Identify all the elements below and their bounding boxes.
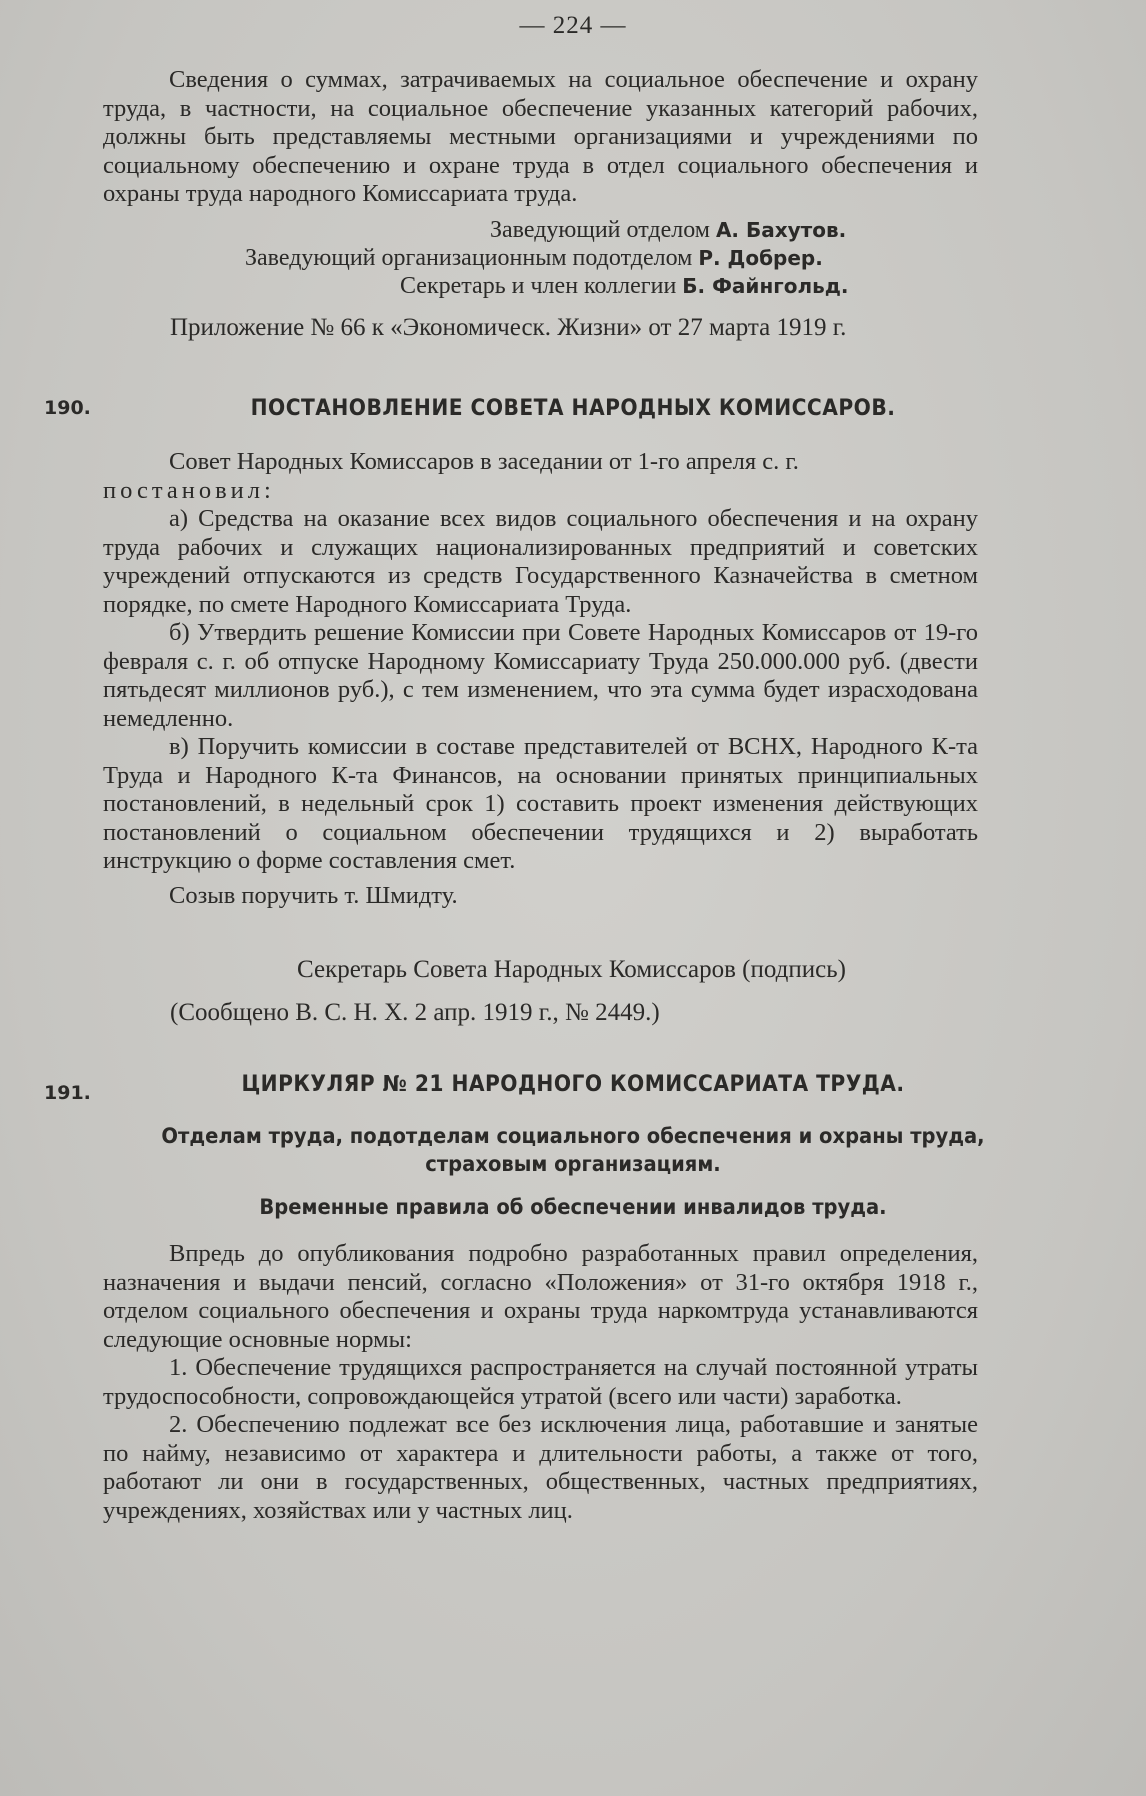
section-191-addressees: Отделам труда, подотделам социального обеспечения и охраны труда, страховым организациям. [161, 1124, 985, 1176]
section-number-191: 191. [44, 1082, 91, 1104]
section-190-item-b: б) Утвердить решение Комиссии при Совете Народных Комиссаров от 19-го февраля с. г. об отпуске Народному Комиссариату Труда 250.000.000 руб. (двести пятьдесят миллионов руб.), с тем изменением, что эта сумма будет израсходована немедленно. [103, 619, 978, 732]
section-190-source: (Сообщено В. С. Н. Х. 2 апр. 1919 г., № 2449.) [170, 999, 660, 1026]
section-190-title: ПОСТАНОВЛЕНИЕ СОВЕТА НАРОДНЫХ КОМИССАРОВ. [250, 396, 896, 421]
section-191-body [103, 1240, 978, 1525]
section-190-decree-word: постановил: [103, 476, 275, 504]
section-191-rule-1: 1. Обеспечение трудящихся распространяется на случай постоянной утраты трудоспособности, сопровождающейся утратой (всего или части) заработка. [103, 1354, 978, 1410]
section-number-190: 190. [44, 397, 91, 419]
section-191-rule-2: 2. Обеспечению подлежат все без исключения лица, работавшие и занятые по найму, независимо от характера и длительности работы, а также от того, работают ли они в государственных, общественных, частных предприятиях, учреждениях, хозяйствах или у частных лиц. [103, 1411, 978, 1524]
section-191-title: ЦИРКУЛЯР № 21 НАРОДНОГО КОМИССАРИАТА ТРУДА. [241, 1072, 905, 1097]
top-paragraph: Сведения о суммах, затрачиваемых на социальное обеспечение и охрану труда, в частности, на социальное обеспечение указанных категорий рабочих, должны быть представляемы местными организациями и учреждениями по социальному обеспечению и охране труда в отдел социального обеспечения и охраны труда народного Комиссариата труда. [103, 66, 978, 207]
signature-head-of-department: Заведующий отделом А. Бахутов. [490, 217, 847, 243]
appendix-note: Приложение № 66 к «Экономическ. Жизни» от 27 марта 1919 г. [170, 314, 847, 341]
section-190-item-a: а) Средства на оказание всех видов социального обеспечения и на охрану труда рабочих и служащих национализированных предприятий и советских учреждений отпускаются из средств Государственного Казначейства в сметном порядке, по смете Народного Комиссариата Труда. [103, 505, 978, 618]
page-number: — 224 — [519, 12, 627, 39]
section-190-convene: Созыв поручить т. Шмидту. [169, 881, 458, 909]
section-190-intro: Совет Народных Комиссаров в заседании от 1-го апреля с. г. [169, 448, 799, 475]
signature-head-of-subdepartment: Заведующий организационным подотделом Р. Добрер. [245, 245, 823, 271]
section-191-intro: Впредь до опубликования подробно разработанных правил определения, назначения и выдачи пенсий, согласно «Положения» от 31-го октября 1918 г., отделом социального обеспечения и охраны труда наркомтруда устанавливаются следующие основные нормы: [103, 1240, 978, 1353]
section-190-body [103, 448, 978, 910]
section-191-subtitle: Временные правила об обеспечении инвалидов труда. [259, 1195, 887, 1219]
section-190-item-v: в) Поручить комиссии в составе представителей от ВСНХ, Народного К-та Труда и Народного К-та Финансов, на основании принятых принципиальных постановлений, в недельный срок 1) составить проект изменения действующих постановлений о социальном обеспечении трудящихся и 2) выработать инструкцию о форме составления смет. [103, 733, 978, 874]
signature-secretary: Секретарь и член коллегии Б. Файнгольд. [400, 273, 849, 299]
section-190-secretary: Секретарь Совета Народных Комиссаров (подпись) [297, 956, 846, 983]
top-text-block [103, 66, 978, 209]
